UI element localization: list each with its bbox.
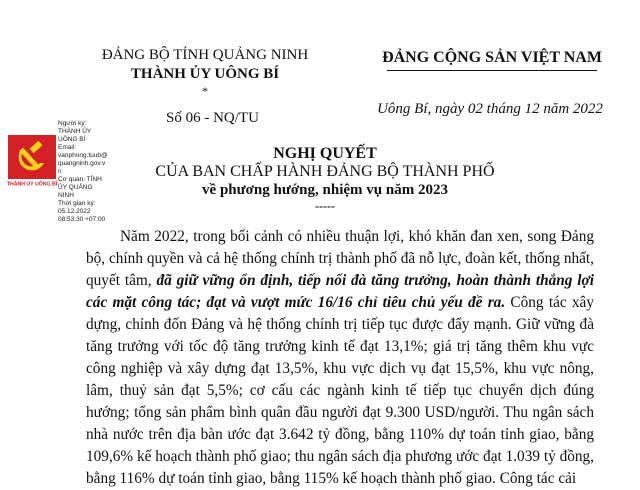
body-paragraph (86, 226, 594, 490)
document-topic: về phương hướng, nhiệm vụ năm 2023 (202, 182, 448, 198)
document-title-block (120, 145, 530, 212)
party-heading (357, 48, 627, 71)
issuer-block (60, 46, 350, 98)
signature-line: 05.12.2022 (58, 208, 91, 215)
document-number: Số 06 - NQ/TU (166, 110, 259, 126)
party-name: ĐẢNG CỘNG SẢN VIỆT NAM (382, 49, 602, 66)
signature-line: Người ký: (58, 120, 87, 127)
signature-line: n (58, 168, 62, 175)
signature-line: Thời gian ký: (58, 200, 96, 207)
signature-line: Cơ quan: TỈNH (58, 176, 102, 183)
signature-line: ỦY QUẢNG (58, 184, 93, 191)
city-party-committee: THÀNH ỦY UÔNG BÍ (130, 66, 280, 82)
document-title: NGHỊ QUYẾT (273, 145, 377, 162)
paragraph-text-details: Công tác xây dựng, chỉnh đốn Đảng và hệ thống chính trị tiếp tục được đẩy mạnh. Giữ vững đà tăng trưởng với tốc độ tăng trưởng kinh tế đạt 13,1%; giá trị tăng thêm khu vực công nghiệp và xây dựng đạt 13,5%, khu vực dịch vụ đạt 15,5%, khu vực nông, lâm, thuỷ sản đạt 5,5%; cơ cấu các ngành kinh tế tiếp tục chuyển dịch đúng hướng; tổng sản phẩm bình quân đầu người đạt 9.300 USD/người. Thu ngân sách nhà nước trên địa bàn ước đạt 3.642 tỷ đồng, bằng 110% dự toán tỉnh giao, bằng 109,6% kế hoạch thành phố giao; thu ngân sách địa phương ước đạt 1.039 tỷ đồng, bằng 116% dự toán tỉnh giao, bằng 115% kế hoạch thành phố giao. Công tác cải (86, 294, 594, 487)
title-divider: ----- (315, 199, 335, 213)
signature-line: 08:53:30 +07:00 (58, 216, 106, 223)
document-body (86, 226, 594, 490)
digital-signature-info (58, 120, 120, 224)
signature-line: vanphong.tuub@ (58, 152, 108, 159)
paragraph-text-intro: Năm 2022, trong bối cảnh có nhiều thuận lợi, khó khăn đan xen, song Đảng bộ, chính quyền và cả hệ thống chính trị thành phố đã nỗ lực, đoàn kết, thống nhất, quyết tâm, (86, 228, 594, 289)
signature-line: quangninh.gov.v (58, 160, 106, 167)
provincial-party-committee: ĐẢNG BỘ TỈNH QUẢNG NINH (101, 47, 309, 63)
logo-caption: THÀNH ỦY UÔNG BÍ (6, 181, 58, 188)
party-name-underline (387, 70, 597, 71)
paragraph-text-emphasis: đã giữ vững ổn định, tiếp nối đà tăng trưởng, hoàn thành thắng lợi các mặt công tác; đạt và vượt mức 16/16 chỉ tiêu chủ yếu đề ra. (86, 272, 594, 311)
party-committee-logo (6, 133, 58, 189)
star-mark: * (202, 84, 208, 98)
signature-line: THÀNH ỦY (58, 128, 92, 135)
document-issuer: CỦA BAN CHẤP HÀNH ĐẢNG BỘ THÀNH PHỐ (155, 163, 495, 180)
signature-line: NINH (58, 192, 74, 199)
signature-line: UÔNG BÍ (58, 136, 86, 143)
issue-date: Uông Bí, ngày 02 tháng 12 năm 2022 (377, 101, 603, 117)
signature-line: Email: (58, 144, 77, 151)
